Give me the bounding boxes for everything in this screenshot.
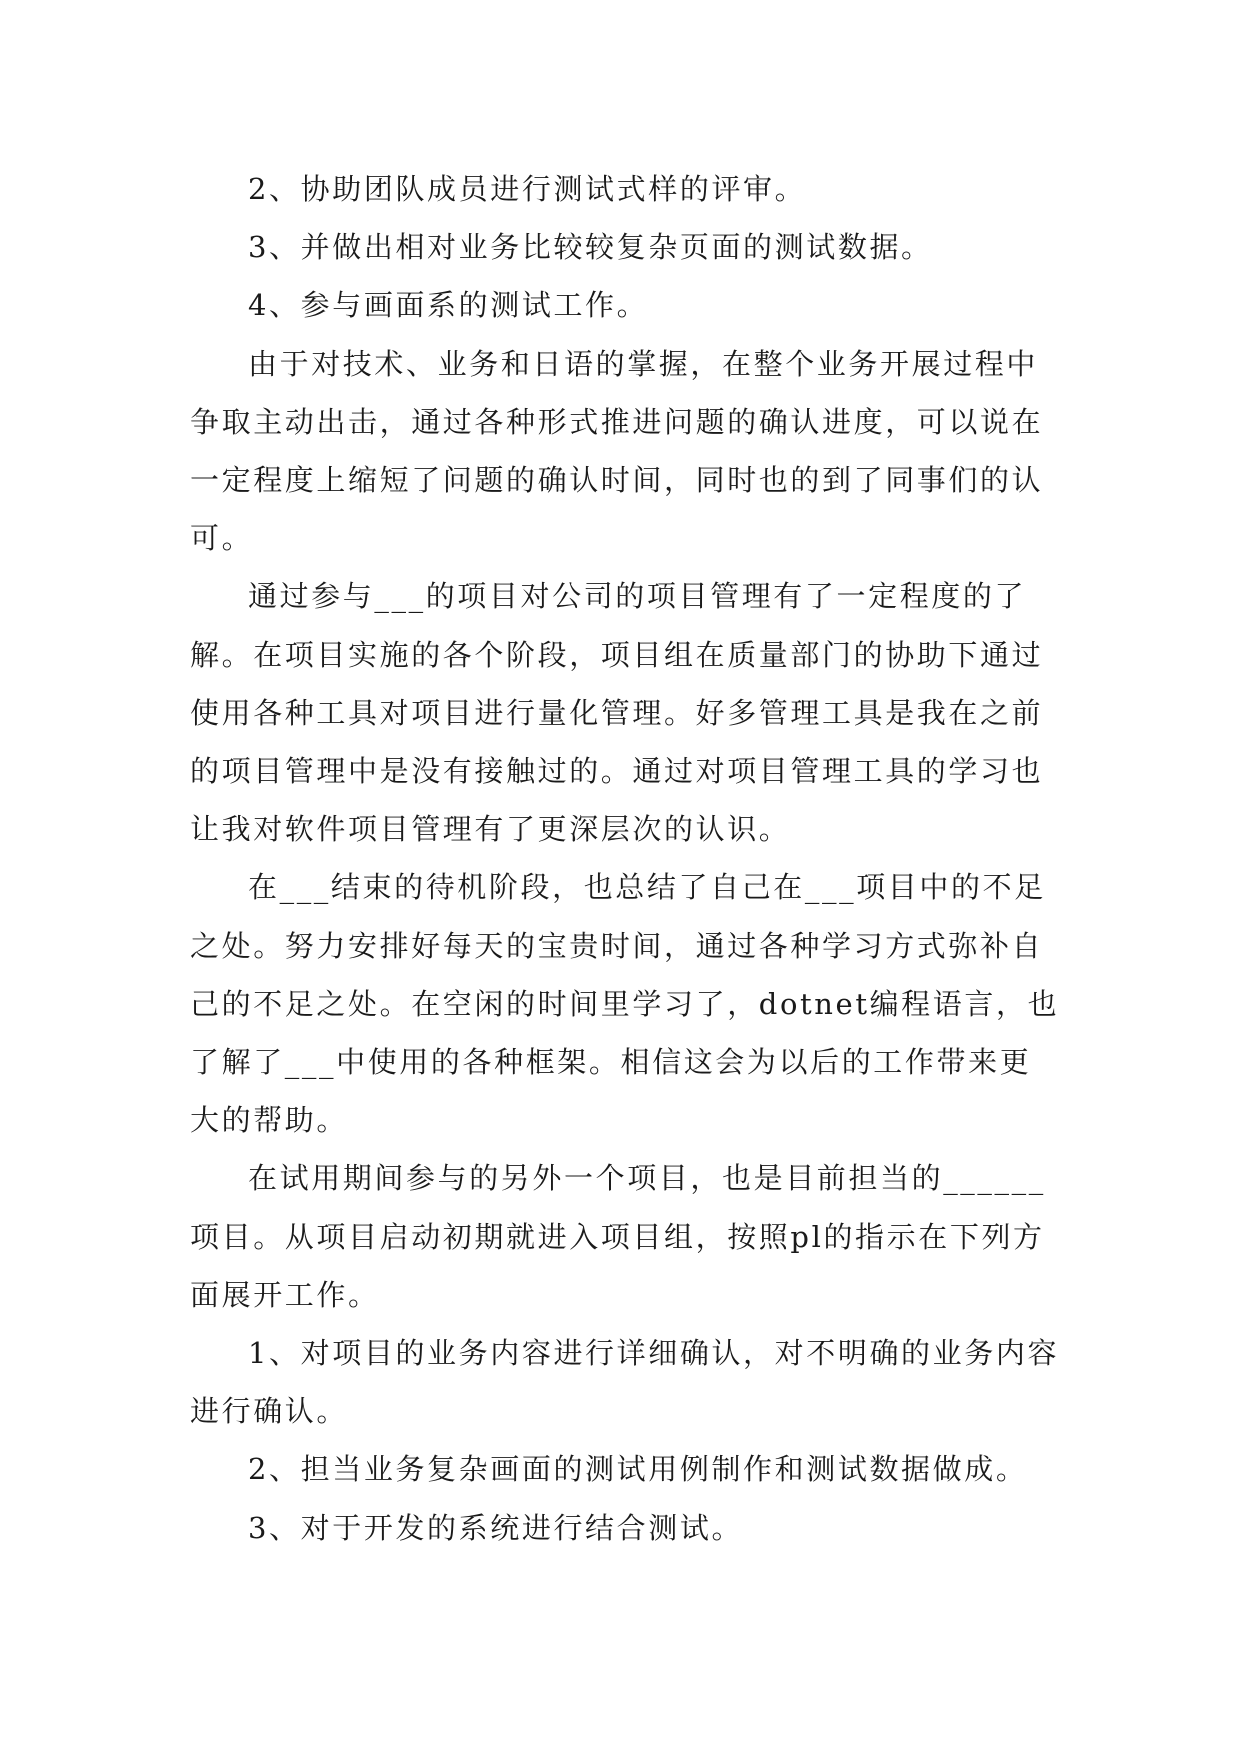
paragraph-item-2: 2、协助团队成员进行测试式样的评审。 <box>248 172 807 206</box>
paragraph-task-3: 3、对于开发的系统进行结合测试。 <box>248 1510 744 1545</box>
document-body <box>190 160 1060 1557</box>
paragraph-trial-project: 在试用期间参与的另外一个项目，也是目前担当的______项目。从项目启动初期就进入项目组，按照pl的指示在下列方面展开工作。 <box>190 1161 1046 1312</box>
paragraph-item-4: 4、参与画面系的测试工作。 <box>248 288 649 323</box>
paragraph-item-3: 3、并做出相对业务比较较复杂页面的测试数据。 <box>248 230 933 265</box>
paragraph-project-management: 通过参与___的项目对公司的项目管理有了一定程度的了解。在项目实施的各个阶段，项目组在质量部门的协助下通过使用各种工具对项目进行量化管理。好多管理工具是我在之前的项目管理中是没有接触过的。通过对项目管理工具的学习也让我对软件项目管理有了更深层次的认识。 <box>190 579 1044 847</box>
paragraph-mastery: 由于对技术、业务和日语的掌握，在整个业务开展过程中争取主动出击，通过各种形式推进问题的确认进度，可以说在一定程度上缩短了问题的确认时间，同时也的到了同事们的认可。 <box>190 346 1044 556</box>
paragraph-standby-summary: 在___结束的待机阶段，也总结了自己在___项目中的不足之处。努力安排好每天的宝贵时间，通过各种学习方式弥补自己的不足之处。在空闲的时间里学习了，dotnet编程语言，也了解了___中使用的各种框架。相信这会为以后的工作带来更大的帮助。 <box>190 870 1060 1138</box>
paragraph-task-2: 2、担当业务复杂画面的测试用例制作和测试数据做成。 <box>248 1452 1028 1487</box>
paragraph-task-1: 1、对项目的业务内容进行详细确认，对不明确的业务内容进行确认。 <box>190 1336 1060 1429</box>
